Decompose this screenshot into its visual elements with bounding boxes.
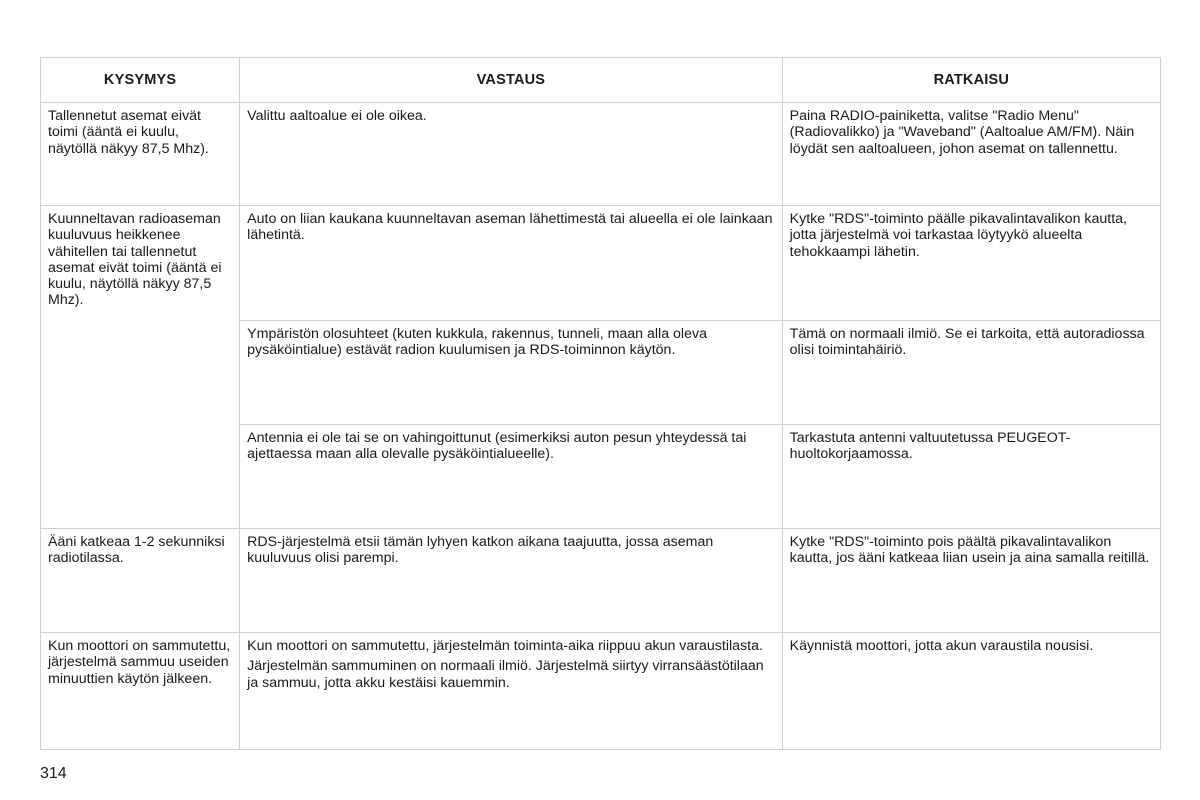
header-answer: VASTAUS xyxy=(240,58,782,103)
solution-cell: Paina RADIO-painiketta, valitse "Radio Menu" (Radiovalikko) ja "Waveband" (Aaltoalue AM/FM). Näin löydät sen aaltoalueen, johon asemat on tallennettu. xyxy=(782,103,1160,206)
question-cell: Kuunneltavan radioaseman kuuluvuus heikkenee vähitellen tai tallennetut asemat eivät toimi (ääntä ei kuulu, näytöllä näkyy 87,5 Mhz). xyxy=(41,206,240,529)
table-row xyxy=(41,529,1161,633)
table-header-row xyxy=(41,58,1161,103)
answer-cell xyxy=(240,529,782,633)
answer-paragraph: Auto on liian kaukana kuunneltavan aseman lähettimestä tai alueella ei ole lainkaan lähetintä. xyxy=(247,211,773,244)
troubleshooting-table xyxy=(40,57,1161,750)
answer-paragraph: Kun moottori on sammutettu, järjestelmän toiminta-aika riippuu akun varaustilasta. xyxy=(247,638,763,654)
answer-cell xyxy=(240,103,782,206)
answer-cell xyxy=(240,633,782,750)
question-cell: Tallennetut asemat eivät toimi (ääntä ei kuulu, näytöllä näkyy 87,5 Mhz). xyxy=(41,103,240,206)
solution-cell: Tämä on normaali ilmiö. Se ei tarkoita, että autoradiossa olisi toimintahäiriö. xyxy=(782,321,1160,425)
header-solution: RATKAISU xyxy=(782,58,1160,103)
answer-paragraph: Antennia ei ole tai se on vahingoittunut (esimerkiksi auton pesun yhteydessä tai ajettaessa maan alla olevalle pysäköintialueelle). xyxy=(247,430,747,463)
answer-paragraph: RDS-järjestelmä etsii tämän lyhyen katkon aikana taajuutta, jossa aseman kuuluvuus olisi parempi. xyxy=(247,534,714,567)
table-row xyxy=(41,103,1161,206)
solution-cell: Käynnistä moottori, jotta akun varaustila nousisi. xyxy=(782,633,1160,750)
answer-cell xyxy=(240,321,782,425)
table-row xyxy=(41,206,1161,321)
answer-cell xyxy=(240,425,782,529)
solution-cell: Tarkastuta antenni valtuutetussa PEUGEOT-huoltokorjaamossa. xyxy=(782,425,1160,529)
answer-paragraph: Ympäristön olosuhteet (kuten kukkula, rakennus, tunneli, maan alla oleva pysäköintialue) estävät radion kuulumisen ja RDS-toiminnon käytön. xyxy=(247,326,707,359)
question-cell: Ääni katkeaa 1-2 sekunniksi radiotilassa. xyxy=(41,529,240,633)
solution-cell: Kytke "RDS"-toiminto pois päältä pikavalintavalikon kautta, jos ääni katkeaa liian usein ja aina samalla reitillä. xyxy=(782,529,1160,633)
header-question: KYSYMYS xyxy=(41,58,240,103)
answer-paragraph: Valittu aaltoalue ei ole oikea. xyxy=(247,108,427,124)
solution-cell: Kytke "RDS"-toiminto päälle pikavalintavalikon kautta, jotta järjestelmä voi tarkastaa löytyykö alueelta tehokkaampi lähetin. xyxy=(782,206,1160,321)
question-cell: Kun moottori on sammutettu, järjestelmä sammuu useiden minuuttien käytön jälkeen. xyxy=(41,633,240,750)
table-row xyxy=(41,633,1161,750)
page-number: 314 xyxy=(40,765,67,782)
answer-paragraph: Järjestelmän sammuminen on normaali ilmiö. Järjestelmä siirtyy virransäästötilaan ja sammuu, jotta akku kestäisi kauemmin. xyxy=(247,658,764,691)
answer-cell xyxy=(240,206,782,321)
